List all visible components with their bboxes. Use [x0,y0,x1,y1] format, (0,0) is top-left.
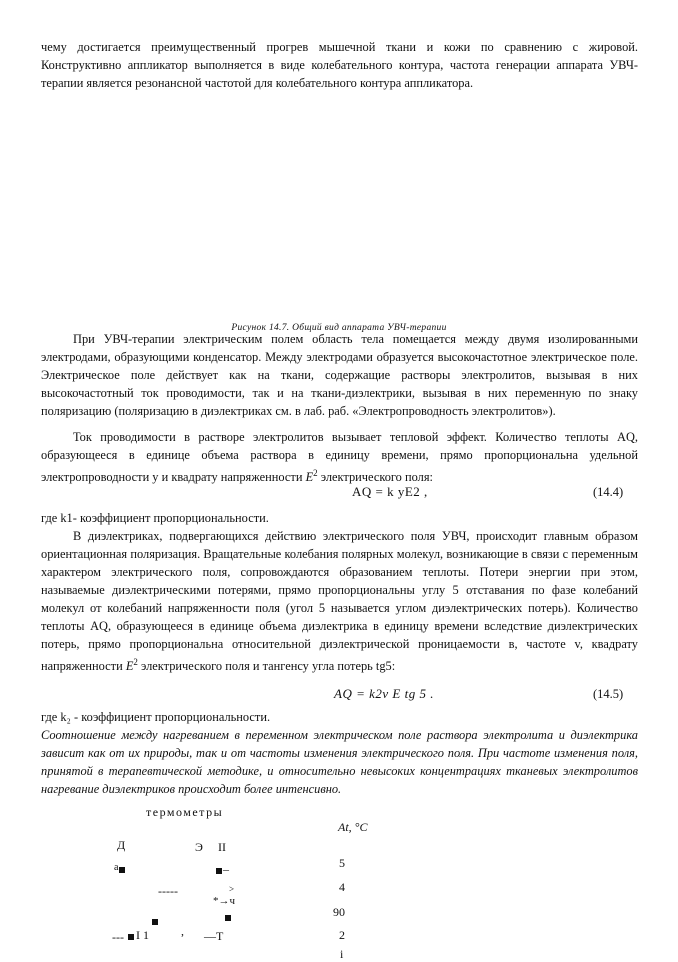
formula-14-4: AQ = k yE2 , [352,484,428,499]
figure-label-thermometers: термометры [146,805,224,819]
italic-summary-paragraph: Соотношение между нагреванием в переменном электрическом поле раствора электролита и диэлектрика зависит как от их природы, так и от частоты изменения электрического поля. При частоте изменения поля, принятой в терапевтической методике, и относительно невысоких концентрациях тканевых электролитов нагревание диэлектриков происходит более интенсивно. [41,728,638,796]
figure-mark-a: а [114,862,119,873]
p2-text-end: электрического поля: [320,470,433,485]
figure-caption: Рисунок 14.7. Общий вид аппарата УВЧ-терапии [231,323,447,333]
figure-tick: 5 [339,856,345,870]
p2-symbol-e: $E^2$ [305,468,318,485]
figure-tick: 4 [339,880,345,894]
figure-mark-left: --- [112,930,124,944]
figure-letter-e: Э [195,840,203,854]
paragraph-dielectrics [41,527,638,675]
figure-letter-ii: II [218,840,226,854]
figure-marker [119,867,125,873]
k1-definition: где k1- коэффициент пропорциональности. [41,511,269,525]
figure-mark-star: *→ч [213,895,236,907]
paragraph-uhf-field: При УВЧ-терапии электрическим полем область тела помещается между двумя изолированными электродами, образующими конденсатор. Между электродами образуется высокочастотное электрическое поле. Электрическое поле действует как на ткани, содержащие растворы электролитов, вызывая в них высокочастотный ток проводимости, так и на ткани-диэлектрики, вызывая в них переменную по знаку поляризацию (поляризацию в диэлектриках см. в лаб. раб. «Электропроводность электролитов»). [41,332,638,418]
figure-mark-t: —T [204,929,224,943]
intro-paragraph: чему достигается преимущественный прогрев мышечной ткани и кожи по сравнению с жировой. Конструктивно аппликатор выполняется в виде колебательного контура, частота генерации аппарата УВЧ-терапии является резонансной частотой для колебательного контура аппликатора. [41,40,638,90]
figure-marker [152,919,158,925]
equation-number-14-4: (14.4) [593,485,624,499]
figure-marker [225,915,231,921]
figure-letter-d: Д [117,838,126,852]
figure-mark-dash-small: – [223,862,229,876]
figure-tick: i [340,947,344,961]
formula-14-5: AQ = k2v E tg 5 . [334,686,434,701]
figure-marker [216,868,222,874]
equation-number-14-5: (14.5) [593,687,624,701]
figure-axis-label: At, °C [338,820,368,834]
figure-mark-v: > [229,884,235,894]
p3-symbol-e: $E^2$ [125,657,138,674]
figure-mark-dash: ----- [158,884,178,898]
figure-tick: 90 [333,905,345,919]
paragraph-conduction-current [41,428,638,486]
k2-definition: где k₂ - коэффициент пропорциональности. [41,710,271,724]
p2-text: Ток проводимости в растворе электролитов вызывает тепловой эффект. Количество теплоты AQ, образующееся в единице объема раствора в единицу времени, прямо пропорциональна удельной электропроводности у и квадрату напряженности [41,430,638,485]
p3-text-end: электрического поля и тангенсу угла потерь tg5: [141,659,396,674]
figure-mark-one: I 1 [136,928,149,942]
figure-mark-comma: , [181,924,184,938]
figure-marker [128,934,134,940]
figure-tick: 2 [339,928,345,942]
p3-text: В диэлектриках, подвергающихся действию электрического поля УВЧ, происходит главным образом ориентационная поляризация. Вращательные колебания полярных молекул, возникающие в связи с переменным характером электрического поля, сопровождаются образованием теплоты. Потери энергии при этом, называемые диэлектрическими потерями, прямо пропорциональны углу 5 отставания по фазе колебаний молекул от колебаний напряженности поля (угол 5 называется углом диэлектрических потерь). Количество теплоты AQ, образующееся в единице объема диэлектрика в единицу времени вследствие диэлектрических потерь, прямо пропорциональна относительной диэлектрической проницаемости в, частоте v, квадрату напряженности [41,529,638,674]
